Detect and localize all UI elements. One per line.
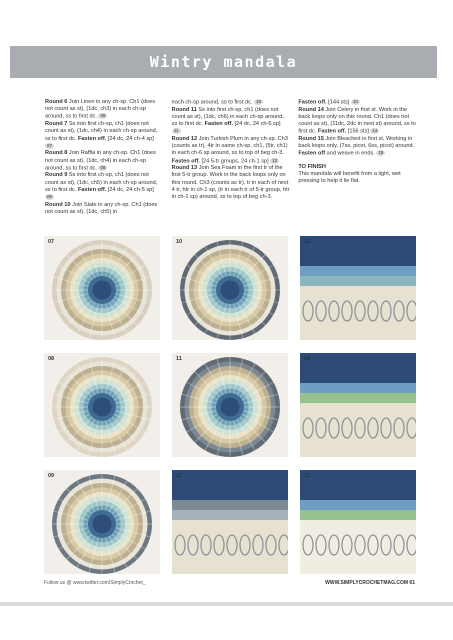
instruction-paragraph [45,121,164,150]
instruction-text: Ss into first ch-sp, ch1 (does not count as st), (1dc, ch4) in each ch-sp around, ss to first dc. [45,121,158,142]
instruction-paragraph [172,99,291,107]
step-photo-13 [300,236,416,340]
step-number-badge: 13 [351,99,360,105]
photo-step-number: 13 [304,239,311,245]
mandala-ring [221,398,240,417]
page-top-margin [0,0,453,44]
instruction-text: Join Bleached in first st. Working in back loops only, (7ss, picot, 6ss, picot) around. [298,135,415,150]
photo-step-number: 12 [176,473,183,479]
step-photo-08 [44,353,160,457]
step-photo-grid [44,236,416,574]
round-label: Round 8 [45,150,68,157]
yarn-band [300,393,416,403]
yarn-band [172,520,288,574]
step-number-badge: 08 [98,165,107,171]
instruction-paragraph [45,202,164,216]
step-number-badge: 14 [370,128,379,134]
crochet-photo-image [172,470,288,574]
title-banner [10,46,437,78]
yarn-band [300,403,416,457]
round-label: Round 11 [171,106,197,113]
step-photo-12 [172,470,288,574]
step-photo-09 [44,470,160,574]
page-title: Wintry mandala [149,53,298,71]
step-photo-10 [172,236,288,340]
crochet-photo-image [172,353,288,457]
instruction-paragraph [298,99,417,107]
round-label: Round 12 [171,135,198,142]
step-number-badge: 12 [270,158,279,164]
photo-step-number: 14 [304,356,311,362]
instruction-paragraph [45,172,164,201]
yarn-band [300,500,416,510]
mandala-ring [93,281,112,300]
step-number-badge: 07 [45,143,54,149]
photo-step-number: 09 [48,473,55,479]
instruction-text: Join Raffia in any ch-sp. Ch1 (does not count as st), (1dc, ch4) in each ch-sp around, ss to first dc. [45,150,156,172]
instruction-paragraph [172,165,291,201]
step-number-badge: 10 [254,99,263,105]
instruction-paragraph [298,164,417,171]
instructions-column-1 [45,99,164,229]
bottom-divider [0,602,453,606]
round-label: Round 9 [45,172,68,179]
step-number-badge: 11 [172,128,181,134]
stitch-count-text: [24 dc, 24 ch-5 sp] [106,186,154,193]
round-label: Round 7 [45,121,68,128]
crochet-photo-image [300,236,416,340]
stitch-count-text: [24 dc, 24 ch-4 sp] [106,135,154,142]
instruction-text: each ch-sp around, ss to first dc. [171,99,253,106]
mandala-ring [221,281,240,300]
fasten-off-text: Fasten off. [298,99,327,106]
yarn-band [300,266,416,276]
photo-step-number: 10 [176,239,183,245]
instruction-paragraph [172,107,291,136]
crochet-photo-image [300,353,416,457]
fasten-off-text: Fasten off. [316,128,347,135]
instruction-text: This mandala will benefit from a light, wet pressing to help it lie flat. [298,171,401,185]
step-number-badge: 09 [45,194,54,200]
yarn-band [172,510,288,520]
stitch-count-text: [24 5-tr groups, 24 ch-1 sp] [199,158,269,165]
step-photo-07 [44,236,160,340]
fasten-off-text: Fasten off. [76,186,107,193]
instruction-text: Join Slate in any ch-sp. Ch1 (does not count as st), (1dc, ch5) in [45,201,158,215]
step-number-badge: 06 [98,113,107,119]
fasten-off-text: Fasten off [298,150,326,157]
step-photo-14 [300,353,416,457]
instruction-text: Ss into first ch-sp, ch1 (does not count as st), (1dc, ch5) in each ch-sp around, ss to first dc. [45,172,158,193]
round-label: Round 10 [45,201,71,208]
step-photo-15 [300,470,416,574]
instructions-column-2 [172,99,291,229]
crochet-photo-image [172,236,288,340]
step-photo-11 [172,353,288,457]
fasten-off-text: Fasten off. [171,158,200,165]
round-label: Round 15 [298,135,324,142]
crochet-photo-image [44,236,160,340]
fasten-off-text: Fasten off. [203,121,233,128]
instruction-text: Join Linen in any ch-sp. Ch1 (does not count as st), (1dc, ch3) in each ch-sp around, ss to first dc. [45,99,156,120]
stitch-count-text: and weave in ends. [325,150,375,157]
instruction-text: Join Turkish Plum in any ch-sp. Ch3 (counts as tr), 4tr in same ch-sp, ch1, (5tr, ch1) in each ch-6 sp around, ss to top of beg ch-3. [171,135,288,157]
fasten-off-text: Fasten off. [76,135,107,142]
crochet-photo-image [300,470,416,574]
round-label: Round 6 [45,99,68,105]
yarn-band [300,236,416,266]
step-number-badge: 15 [376,150,385,156]
stitch-count-text: [144 sts] [326,99,350,106]
stitch-count-text: [24 dc, 24 ch-6 sp] [232,121,281,128]
footer-social-link[interactable]: Follow us @ www.twitter.com/SimplyCrochet_ [44,580,146,586]
mandala-ring [93,515,112,534]
instruction-paragraph [45,99,164,121]
round-label: Round 14 [298,106,324,113]
instruction-paragraph [298,107,417,136]
instruction-paragraph [298,171,417,185]
yarn-band [300,286,416,340]
crochet-photo-image [44,470,160,574]
yarn-band [172,500,288,510]
instructions-columns [45,99,417,229]
photo-step-number: 11 [176,356,182,362]
instruction-text: Join Sea Foam in the first tr of the first 5-tr group. Work in the back loops only on this round. Ch3 (counts as tr), tr in each of next 4 tr, htr in ch-1 sp, (tr in each tr of 5-tr group, htr in ch-1 sp) around, ss to top of beg ch-3. [171,165,290,201]
instruction-text: Ss into first ch-sp, ch1 (does not count as st), (1dc, ch6) in each ch-sp around, ss to first dc. [171,106,284,128]
instruction-paragraph [172,136,291,165]
yarn-band [300,520,416,574]
footer-site-page-number: WWW.SIMPLYCROCHETMAG.COM 61 [325,580,415,586]
photo-step-number: 07 [48,239,55,245]
instruction-paragraph [298,136,417,158]
crochet-photo-image [44,353,160,457]
instructions-column-3 [298,99,417,229]
yarn-band [300,383,416,393]
instruction-paragraph [45,150,164,172]
photo-step-number: 08 [48,356,55,362]
stitch-count-text: [156 sts] [346,128,369,135]
section-heading: TO FINISH [298,164,326,171]
yarn-band [300,353,416,383]
instruction-text: Join Celery in first st. Work in the back loops only on this round. Ch1 (does not count as st), (11dc, 2dc in next st) around, ss to first dc. [298,106,416,135]
yarn-band [300,470,416,500]
yarn-band [300,276,416,286]
round-label: Round 13 [171,165,198,172]
yarn-band [300,510,416,520]
yarn-band [172,470,288,500]
photo-step-number: 15 [304,473,311,479]
mandala-ring [93,398,112,417]
